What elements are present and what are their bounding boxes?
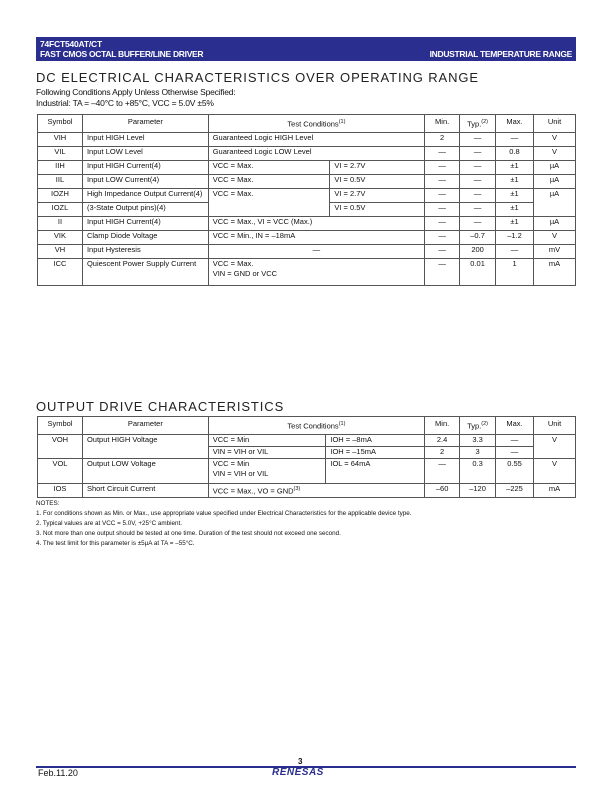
cell: Input HIGH Current(4) <box>82 216 208 230</box>
cell: Input HIGH Current(4) <box>82 160 208 174</box>
table-row <box>38 216 576 230</box>
cell: VCC = Max. <box>208 160 330 174</box>
cell: Short Circuit Current <box>82 483 208 497</box>
note-3: 3. Not more than one output should be tested at one time. Duration of the test should not exceed one second. <box>36 530 341 537</box>
cell: — <box>208 244 424 258</box>
table-row <box>38 434 576 446</box>
cell: Quiescent Power Supply Current <box>82 258 208 285</box>
cell: Output LOW Voltage <box>82 458 208 483</box>
cell: (3-State Output pins)(4) <box>82 202 208 216</box>
table-row <box>38 258 576 285</box>
cell: — <box>460 160 496 174</box>
table-row <box>38 483 576 497</box>
cell: — <box>460 202 496 216</box>
cell: 2.4 <box>425 434 460 446</box>
cell: VCC = Min VIN = VIH or VIL <box>208 458 326 483</box>
cell: — <box>496 244 534 258</box>
page-number: 3 <box>298 757 303 766</box>
table-row <box>38 188 576 202</box>
cell: — <box>425 174 460 188</box>
cell: –225 <box>496 483 534 497</box>
cell: 2 <box>425 446 460 458</box>
footer-date: Feb.11.20 <box>38 768 78 778</box>
cell: 1 <box>496 258 534 285</box>
col-max: Max. <box>496 115 534 133</box>
cell: — <box>425 216 460 230</box>
cell: VCC = Min., IN = –18mA <box>208 230 424 244</box>
od-title: OUTPUT DRIVE CHARACTERISTICS <box>36 399 285 414</box>
cell: High Impedance Output Current(4) <box>82 188 208 202</box>
col-max: Max. <box>496 417 534 435</box>
dc-header-row <box>38 115 576 133</box>
renesas-logo: RENESAS <box>272 767 324 778</box>
cell: 0.3 <box>460 458 496 483</box>
dc-table <box>37 114 576 286</box>
cell: VCC = Max. <box>208 174 330 188</box>
cell: IOH = –15mA <box>326 446 425 458</box>
cell: — <box>425 188 460 202</box>
cell: mA <box>534 483 576 497</box>
cell: IOZL <box>38 202 83 216</box>
table-row <box>38 230 576 244</box>
cell: Input LOW Level <box>82 146 208 160</box>
cell: VI = 2.7V <box>330 160 425 174</box>
cell: Input Hysteresis <box>82 244 208 258</box>
cell: Guaranteed Logic LOW Level <box>208 146 424 160</box>
cell: 3.3 <box>460 434 496 446</box>
table-row <box>38 132 576 146</box>
cell: –0.7 <box>460 230 496 244</box>
cell: –120 <box>460 483 496 497</box>
cell: VI = 0.5V <box>330 202 425 216</box>
cell: µA <box>534 174 576 188</box>
cell: IOL = 64mA <box>326 458 425 483</box>
page-header <box>36 37 576 61</box>
cell: — <box>460 174 496 188</box>
cell: IIH <box>38 160 83 174</box>
col-symbol: Symbol <box>38 417 83 435</box>
cell: IOZH <box>38 188 83 202</box>
cell: mV <box>534 244 576 258</box>
cell: V <box>534 434 576 458</box>
cell: — <box>460 132 496 146</box>
table-row <box>38 244 576 258</box>
cell: — <box>425 258 460 285</box>
cell: VCC = Max. VIN = GND or VCC <box>208 258 424 285</box>
cell: — <box>460 146 496 160</box>
cell: — <box>496 446 534 458</box>
cell: VIL <box>38 146 83 160</box>
col-typ: Typ.$^{(2)}$ <box>460 417 496 435</box>
cell: VIH <box>38 132 83 146</box>
od-header-row <box>38 417 576 435</box>
cell: IOS <box>38 483 83 497</box>
cell: VCC = Max., VI = VCC (Max.) <box>208 216 424 230</box>
temperature-range: INDUSTRIAL TEMPERATURE RANGE <box>429 49 572 59</box>
cell: VH <box>38 244 83 258</box>
col-parameter: Parameter <box>82 417 208 435</box>
cell: Output HIGH Voltage <box>82 434 208 458</box>
cell: mA <box>534 258 576 285</box>
cell: VCC = Min <box>208 434 326 446</box>
dc-conditions: Following Conditions Apply Unless Otherwise Specified: <box>36 87 236 97</box>
cell: ±1 <box>496 174 534 188</box>
cell: VIK <box>38 230 83 244</box>
cell: µA <box>534 188 576 216</box>
cell: ±1 <box>496 202 534 216</box>
cell: 200 <box>460 244 496 258</box>
part-number: 74FCT540AT/CT <box>40 39 102 49</box>
cell: ±1 <box>496 160 534 174</box>
cell: Input HIGH Level <box>82 132 208 146</box>
col-min: Min. <box>425 417 460 435</box>
table-row <box>38 174 576 188</box>
table-row <box>38 458 576 483</box>
note-2: 2. Typical values are at VCC = 5.0V, +25°C ambient. <box>36 520 183 527</box>
cell: II <box>38 216 83 230</box>
cell: –1.2 <box>496 230 534 244</box>
note-4: 4. The test limit for this parameter is ±5µA at TA = –55°C. <box>36 540 195 547</box>
cell: VIN = VIH or VIL <box>208 446 326 458</box>
cell: –60 <box>425 483 460 497</box>
cell: Guaranteed Logic HIGH Level <box>208 132 424 146</box>
col-test-conditions: Test Conditions$^{(1)}$ <box>208 417 424 435</box>
col-unit: Unit <box>534 115 576 133</box>
dc-title: DC ELECTRICAL CHARACTERISTICS OVER OPERATING RANGE <box>36 70 480 85</box>
note-1: 1. For conditions shown as Min. or Max., use appropriate value specified under Electrical Characteristics for the applicable device type. <box>36 510 412 517</box>
cell: 0.8 <box>496 146 534 160</box>
od-table <box>37 416 576 498</box>
col-test-conditions: Test Conditions$^{(1)}$ <box>208 115 424 133</box>
cell: — <box>425 230 460 244</box>
cell: Clamp Diode Voltage <box>82 230 208 244</box>
cell: ±1 <box>496 216 534 230</box>
cell: — <box>425 458 460 483</box>
cell: 0.55 <box>496 458 534 483</box>
cell: µA <box>534 216 576 230</box>
cell: — <box>425 160 460 174</box>
cell: Input LOW Current(4) <box>82 174 208 188</box>
cell: 3 <box>460 446 496 458</box>
cell: µA <box>534 160 576 174</box>
cell: 2 <box>425 132 460 146</box>
dc-industrial: Industrial: TA = –40°C to +85°C, VCC = 5.0V ±5% <box>36 98 214 108</box>
col-typ: Typ.$^{(2)}$ <box>460 115 496 133</box>
cell: — <box>425 202 460 216</box>
cell: — <box>425 244 460 258</box>
cell: — <box>496 434 534 446</box>
cell: — <box>460 216 496 230</box>
cell: VCC = Max. <box>208 188 330 216</box>
notes <box>36 499 576 549</box>
table-row <box>38 146 576 160</box>
cell: ICC <box>38 258 83 285</box>
cell: — <box>460 188 496 202</box>
cell: VOH <box>38 434 83 458</box>
cell: IOH = –8mA <box>326 434 425 446</box>
cell: VI = 2.7V <box>330 188 425 202</box>
cell: V <box>534 146 576 160</box>
cell: VOL <box>38 458 83 483</box>
col-symbol: Symbol <box>38 115 83 133</box>
table-row <box>38 160 576 174</box>
cell: V <box>534 230 576 244</box>
cell: — <box>425 146 460 160</box>
col-min: Min. <box>425 115 460 133</box>
col-unit: Unit <box>534 417 576 435</box>
cell: — <box>496 132 534 146</box>
col-parameter: Parameter <box>82 115 208 133</box>
cell: V <box>534 458 576 483</box>
cell: IIL <box>38 174 83 188</box>
cell: 0.01 <box>460 258 496 285</box>
cell: VCC = Max., VO = $GND^{(3)}$ <box>208 483 424 497</box>
notes-heading: NOTES: <box>36 500 60 507</box>
cell: VI = 0.5V <box>330 174 425 188</box>
device-description: FAST CMOS OCTAL BUFFER/LINE DRIVER <box>40 49 204 59</box>
cell: V <box>534 132 576 146</box>
cell: ±1 <box>496 188 534 202</box>
